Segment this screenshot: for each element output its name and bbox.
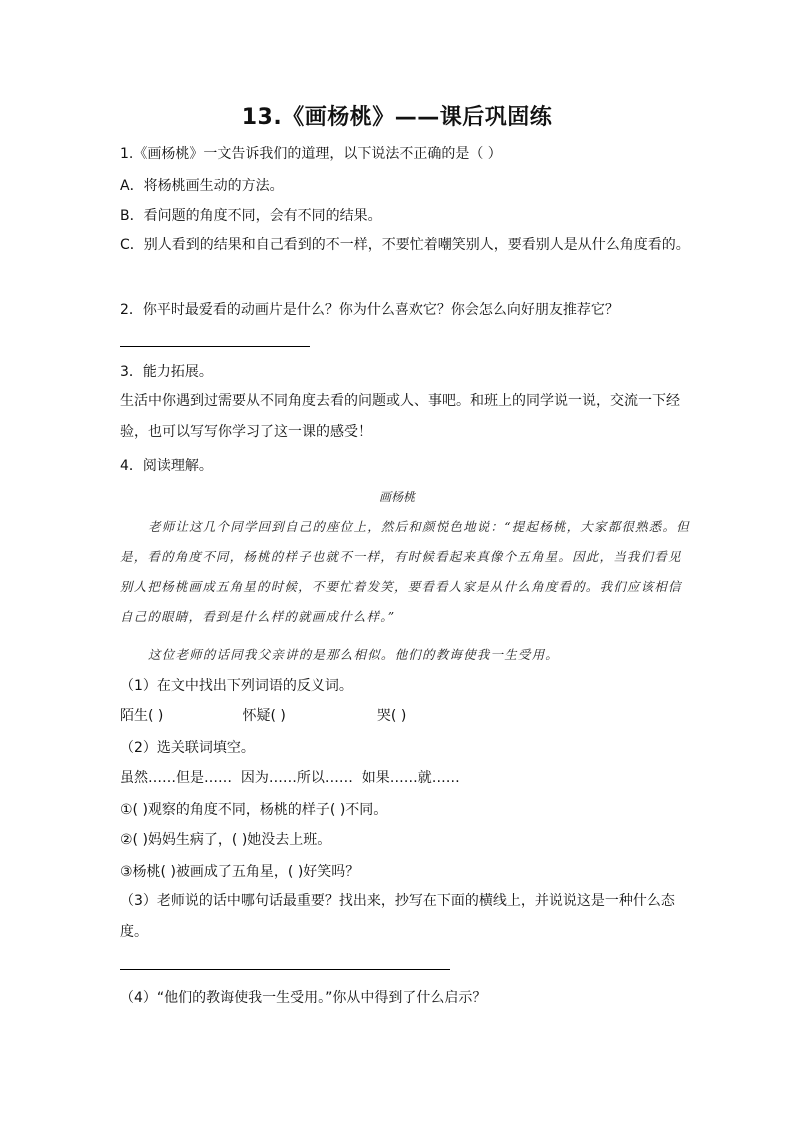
question-1-option-a: A．将杨桃画生动的方法。 bbox=[120, 178, 284, 194]
antonym-item-2[interactable]: 怀疑( ) bbox=[242, 708, 286, 724]
sub-question-3-answer-line[interactable] bbox=[120, 969, 450, 970]
fill-item-1[interactable]: ①( )观察的角度不同，杨桃的样子( )不同。 bbox=[120, 802, 388, 818]
antonym-row bbox=[120, 706, 680, 726]
passage-title: 画杨桃 bbox=[378, 490, 415, 504]
conjunction-choices: 虽然……但是…… 因为……所以…… 如果……就…… bbox=[120, 770, 460, 786]
question-3-stem: 3．能力拓展。 bbox=[120, 364, 213, 380]
sub-question-1-stem: （1）在文中找出下列词语的反义词。 bbox=[120, 678, 353, 694]
antonym-item-3[interactable]: 哭( ) bbox=[376, 708, 407, 724]
sub-question-2-stem: （2）选关联词填空。 bbox=[120, 740, 255, 756]
question-1-option-c: C．别人看到的结果和自己看到的不一样，不要忙着嘲笑别人，要看别人是从什么角度看的。 bbox=[120, 237, 690, 253]
page-title: 13.《画杨桃》——课后巩固练 bbox=[241, 105, 553, 130]
antonym-item-1[interactable]: 陌生( ) bbox=[120, 708, 164, 724]
question-2-answer-line[interactable] bbox=[120, 346, 310, 347]
question-1-stem: 1.《画杨桃》一文告诉我们的道理，以下说法不正确的是（ ） bbox=[120, 146, 502, 162]
question-2-stem: 2．你平时最爱看的动画片是什么？你为什么喜欢它？你会怎么向好朋友推荐它？ bbox=[120, 302, 619, 318]
question-1-option-b: B．看问题的角度不同，会有不同的结果。 bbox=[120, 208, 382, 224]
question-4-stem: 4．阅读理解。 bbox=[120, 458, 213, 474]
passage-paragraph-1: 老师让这几个同学回到自己的座位上，然后和颜悦色地说：“提起杨桃，大家都很熟悉。但是，看的角度不同，杨桃的样子也就不一样，有时候看起来真像个五角星。因此，当我们看见别人把杨桃画成五角星的时候，不要忙着发笑，要看看人家是从什么角度看的。我们应该相信自己的眼睛，看到是什么样的就画成什么样。” bbox=[120, 519, 690, 624]
passage-paragraph-2: 这位老师的话同我父亲讲的是那么相似。他们的教诲使我一生受用。 bbox=[148, 647, 560, 662]
sub-question-4-stem: （4）“他们的教诲使我一生受用。”你从中得到了什么启示？ bbox=[120, 990, 487, 1006]
fill-item-3[interactable]: ③杨桃( )被画成了五角星，( )好笑吗？ bbox=[120, 864, 360, 880]
question-3-body: 生活中你遇到过需要从不同角度去看的问题或人、事吧。和班上的同学说一说，交流一下经验，也可以写写你学习了这一课的感受！ bbox=[120, 393, 680, 440]
fill-item-2[interactable]: ②( )妈妈生病了，( )她没去上班。 bbox=[120, 832, 332, 848]
sub-question-3-stem: （3）老师说的话中哪句话最重要？找出来，抄写在下面的横线上，并说说这是一种什么态度。 bbox=[120, 893, 675, 940]
